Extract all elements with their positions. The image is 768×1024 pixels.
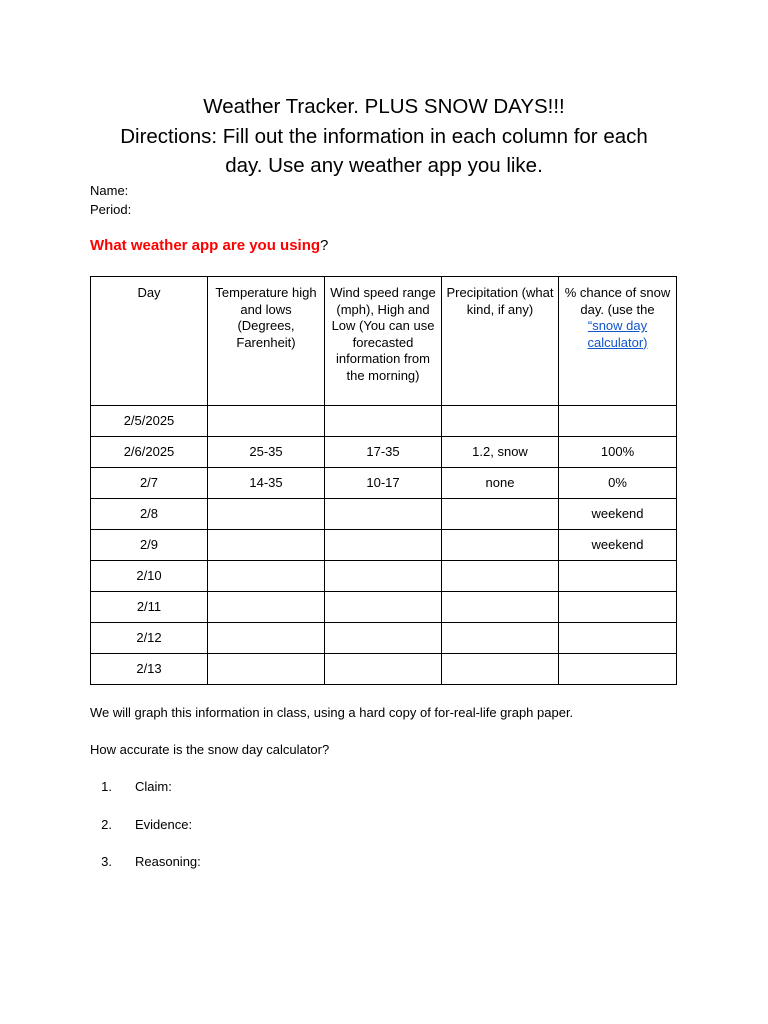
cell-precipitation: 1.2, snow — [442, 437, 559, 468]
cell-temperature — [208, 623, 325, 654]
header-precipitation: Precipitation (what kind, if any) — [442, 277, 559, 406]
cell-day: 2/12 — [91, 623, 208, 654]
cell-precipitation — [442, 623, 559, 654]
cell-day: 2/13 — [91, 654, 208, 685]
table-row — [91, 592, 677, 623]
cell-wind-speed — [325, 592, 442, 623]
cell-precipitation: none — [442, 468, 559, 499]
cell-temperature — [208, 406, 325, 437]
cell-wind-speed — [325, 530, 442, 561]
cell-wind-speed — [325, 623, 442, 654]
cell-day: 2/5/2025 — [91, 406, 208, 437]
title-line-2: Directions: Fill out the information in each column for each — [120, 124, 648, 148]
header-wind-speed: Wind speed range (mph), High and Low (You can use forecasted information from the morning) — [325, 277, 442, 406]
table-row — [91, 654, 677, 685]
cell-snow-chance: weekend — [559, 499, 677, 530]
cell-wind-speed — [325, 561, 442, 592]
cell-wind-speed — [325, 406, 442, 437]
cell-precipitation — [442, 406, 559, 437]
cell-snow-chance — [559, 592, 677, 623]
cell-precipitation — [442, 654, 559, 685]
table-row — [91, 499, 677, 530]
cell-precipitation — [442, 530, 559, 561]
cell-day: 2/9 — [91, 530, 208, 561]
cell-temperature — [208, 592, 325, 623]
header-snow-chance — [559, 277, 677, 406]
list-number: 2. — [101, 817, 112, 832]
list-label: Claim: — [135, 779, 172, 794]
cell-temperature — [208, 530, 325, 561]
table-row — [91, 530, 677, 561]
cell-day: 2/7 — [91, 468, 208, 499]
title-line-3: day. Use any weather app you like. — [225, 154, 543, 177]
table-row — [91, 437, 677, 468]
student-fields — [90, 181, 131, 219]
cell-temperature: 25-35 — [208, 437, 325, 468]
header-day: Day — [91, 277, 208, 406]
document-title — [90, 92, 678, 181]
cell-day: 2/8 — [91, 499, 208, 530]
cell-wind-speed: 10-17 — [325, 468, 442, 499]
table-row — [91, 623, 677, 654]
graph-note: We will graph this information in class, using a hard copy of for-real-life graph paper. — [90, 705, 574, 720]
table-row — [91, 561, 677, 592]
cell-wind-speed: 17-35 — [325, 437, 442, 468]
table-header-row — [91, 277, 677, 406]
weather-table — [90, 276, 677, 685]
header-snow-chance-text: % chance of snow day. (use the — [564, 285, 671, 317]
cell-temperature — [208, 499, 325, 530]
list-number: 3. — [101, 854, 112, 869]
cell-day: 2/6/2025 — [91, 437, 208, 468]
accuracy-question: How accurate is the snow day calculator? — [90, 742, 330, 757]
cell-temperature: 14-35 — [208, 468, 325, 499]
cell-snow-chance — [559, 654, 677, 685]
cell-snow-chance: 0% — [559, 468, 677, 499]
cell-day: 2/11 — [91, 592, 208, 623]
cell-snow-chance — [559, 623, 677, 654]
list-label: Reasoning: — [135, 854, 201, 869]
weather-app-question-text: What weather app are you using — [90, 237, 321, 254]
cell-precipitation — [442, 499, 559, 530]
cell-snow-chance — [559, 561, 677, 592]
period-label: Period: — [90, 202, 132, 217]
question-mark: ? — [320, 237, 329, 254]
cell-snow-chance: weekend — [559, 530, 677, 561]
cell-temperature — [208, 654, 325, 685]
cell-precipitation — [442, 592, 559, 623]
list-item-reasoning — [90, 854, 201, 869]
cell-snow-chance: 100% — [559, 437, 677, 468]
list-item-evidence — [90, 817, 192, 832]
table-row — [91, 468, 677, 499]
header-temperature: Temperature high and lows (Degrees, Farenheit) — [208, 277, 325, 406]
cell-wind-speed — [325, 654, 442, 685]
list-item-claim — [90, 779, 172, 794]
list-label: Evidence: — [135, 817, 193, 832]
table-row — [91, 406, 677, 437]
snow-day-calculator-link[interactable]: “snow day calculator) — [587, 318, 648, 350]
cell-temperature — [208, 561, 325, 592]
name-label: Name: — [90, 183, 129, 198]
cell-day: 2/10 — [91, 561, 208, 592]
cell-snow-chance — [559, 406, 677, 437]
title-line-1: Weather Tracker. PLUS SNOW DAYS!!! — [203, 95, 565, 118]
cell-wind-speed — [325, 499, 442, 530]
list-number: 1. — [101, 779, 112, 794]
weather-app-question — [90, 237, 328, 254]
cell-precipitation — [442, 561, 559, 592]
